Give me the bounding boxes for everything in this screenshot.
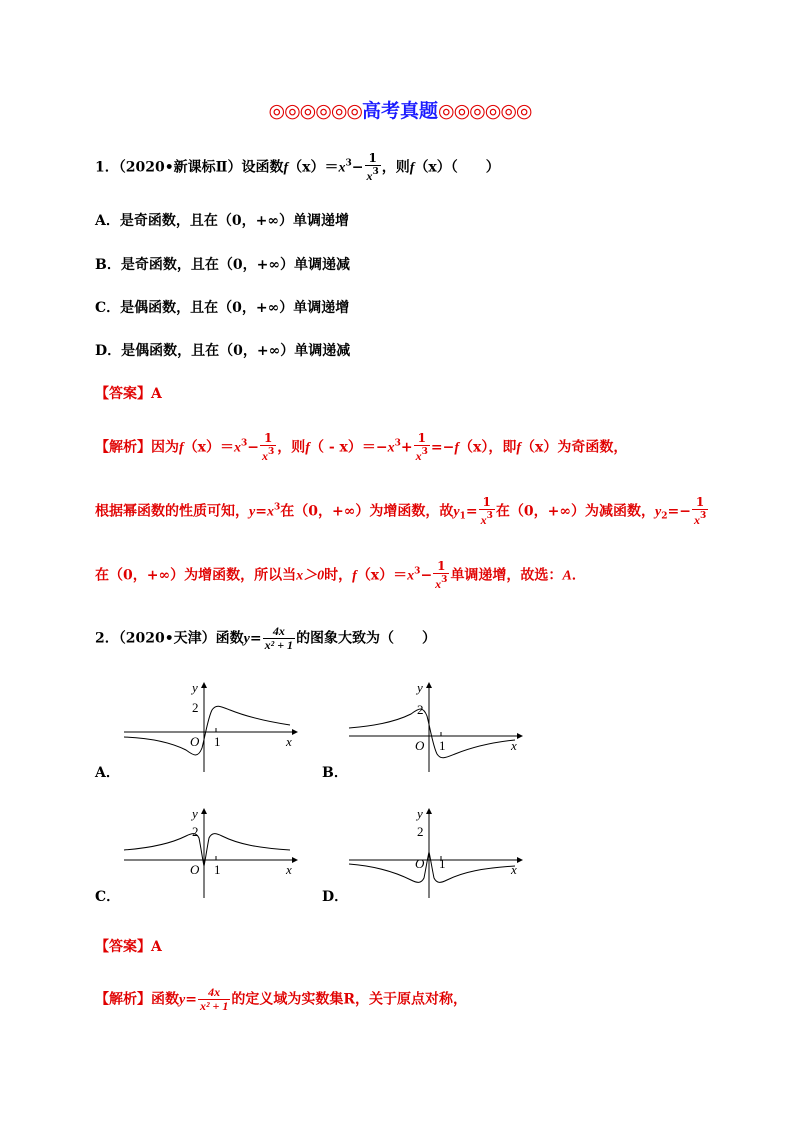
x-label: x bbox=[511, 862, 517, 877]
q1-option-b[interactable] bbox=[95, 254, 350, 274]
y-label: y bbox=[417, 680, 423, 695]
q2-answer bbox=[95, 936, 162, 956]
q2-option-a-label[interactable]: A． bbox=[95, 765, 120, 781]
math-minus: − bbox=[442, 439, 455, 456]
math-frac-4x-over-x2-plus-1 bbox=[263, 625, 295, 652]
frac-den bbox=[692, 510, 708, 527]
frac-den bbox=[260, 446, 276, 463]
tick-y-label: 2 bbox=[192, 700, 199, 715]
title-text: 高考真题 bbox=[361, 100, 438, 122]
q1-stem bbox=[95, 152, 500, 183]
frac-den bbox=[433, 574, 449, 591]
q1-analysis-line-1: 【解析】因为$f(x)=x^3-$ $\frac{1}{x^3}$ ，则$f( - x)=-x^3+$ $\frac{1}{x^3}$ =−f（x），即f（x）为奇函数， bbox=[95, 431, 628, 463]
math-exp: 3 bbox=[414, 566, 421, 577]
math-paren: （x） bbox=[414, 159, 451, 176]
analysis-text: 的定义域为实数集R，关于原点对称， bbox=[231, 991, 468, 1008]
graph-option-c[interactable] bbox=[120, 806, 300, 901]
math-frac-4x-over-x2-plus-1 bbox=[198, 986, 230, 1013]
tick-x-label: 1 bbox=[214, 734, 221, 749]
math-frac-1-over-x3 bbox=[692, 496, 708, 527]
option-text: 是偶函数，且在（0，+∞）单调递增 bbox=[120, 300, 350, 316]
analysis-text: ，则 bbox=[277, 439, 306, 456]
math-exp: 3 bbox=[421, 447, 428, 457]
q1-answer bbox=[95, 383, 162, 403]
frac-den: x² + 1 bbox=[264, 638, 294, 652]
math-x: x bbox=[366, 169, 373, 183]
x-label: x bbox=[511, 738, 517, 753]
math-exp: 3 bbox=[441, 575, 448, 585]
math-x: x bbox=[387, 440, 395, 456]
frac-num: 1 bbox=[692, 496, 708, 510]
origin-label: O bbox=[415, 738, 425, 753]
frac-den bbox=[365, 166, 381, 183]
math-x: x bbox=[262, 449, 269, 463]
analysis-text: 单调递增，故选： bbox=[450, 567, 563, 584]
origin-label: O bbox=[415, 856, 425, 871]
math-paren: （x） bbox=[288, 159, 325, 176]
q2-number: 2． bbox=[95, 630, 119, 647]
option-label: C． bbox=[95, 300, 121, 316]
analysis-text: 在（0，+∞）为增函数，故 bbox=[280, 503, 454, 520]
math-minus: − bbox=[679, 503, 691, 520]
math-frac-1-over-x3 bbox=[260, 432, 276, 463]
math-minus: − bbox=[247, 439, 260, 456]
tick-x-label: 1 bbox=[439, 738, 446, 753]
math-f: f bbox=[516, 440, 522, 456]
math-y: y bbox=[179, 992, 186, 1008]
tick-x-label: 1 bbox=[214, 862, 221, 877]
math-frac-1-over-x3 bbox=[433, 560, 449, 591]
math-eq: ＝ bbox=[220, 439, 235, 456]
analysis-choice: A bbox=[562, 568, 572, 584]
answer-value: A bbox=[151, 939, 162, 955]
analysis-tag: 【解析】 bbox=[95, 439, 151, 456]
y-label: y bbox=[417, 806, 423, 821]
y-axis-arrow bbox=[426, 682, 432, 688]
math-x: x bbox=[435, 577, 442, 591]
tick-y-label: 2 bbox=[417, 824, 424, 839]
math-y: y bbox=[243, 631, 250, 647]
answer-value: A bbox=[151, 386, 162, 402]
analysis-text: ，即 bbox=[488, 439, 517, 456]
title-rings-left: ◎◎◎◎◎◎ bbox=[268, 100, 362, 122]
title-rings-right: ◎◎◎◎◎◎ bbox=[438, 100, 532, 122]
math-x: x bbox=[693, 513, 700, 527]
q2-stem-text: 函数 bbox=[215, 630, 244, 647]
x-axis-arrow bbox=[517, 733, 523, 739]
q1-analysis-line-3 bbox=[95, 560, 586, 591]
q1-stem-text: ，则 bbox=[381, 159, 410, 176]
math-exp: 3 bbox=[345, 158, 352, 169]
graph-option-a[interactable] bbox=[120, 680, 300, 775]
math-paren: （ - x） bbox=[309, 439, 362, 456]
math-x: x bbox=[407, 568, 415, 584]
analysis-text: 时， bbox=[324, 567, 353, 584]
math-eq: ＝ bbox=[324, 159, 339, 176]
math-minus: − bbox=[351, 159, 364, 176]
analysis-text: 在（0，+∞）为增函数，所以当 bbox=[95, 567, 297, 584]
math-condition: x＞0 bbox=[296, 568, 325, 584]
option-label: D． bbox=[95, 343, 122, 359]
frac-num: 1 bbox=[414, 432, 430, 446]
x-axis-arrow bbox=[292, 857, 298, 863]
tick-y-label: 2 bbox=[417, 702, 424, 717]
frac-den: x² + 1 bbox=[199, 999, 229, 1013]
math-x: x bbox=[234, 440, 242, 456]
graph-option-d[interactable] bbox=[345, 806, 525, 901]
analysis-text: 函数 bbox=[151, 991, 179, 1008]
function-curve bbox=[349, 709, 515, 758]
option-label: A． bbox=[95, 213, 120, 229]
x-label: x bbox=[286, 734, 292, 749]
math-exp: 3 bbox=[273, 502, 281, 513]
math-minus: − bbox=[420, 567, 433, 584]
q1-stem-text: 设函数 bbox=[241, 159, 284, 176]
q2-option-c-label[interactable]: C． bbox=[95, 889, 121, 905]
analysis-text: 为奇函数， bbox=[557, 439, 628, 456]
math-f: f bbox=[283, 160, 289, 176]
q2-option-b-label[interactable]: B． bbox=[322, 765, 348, 781]
x-axis-arrow bbox=[517, 857, 523, 863]
q1-stem-text: （ ） bbox=[450, 159, 500, 176]
math-y: y bbox=[249, 504, 256, 520]
frac-num: 1 bbox=[479, 496, 495, 510]
math-exp: 3 bbox=[699, 511, 707, 521]
q2-option-d-label[interactable]: D． bbox=[322, 889, 349, 905]
x-axis-arrow bbox=[292, 729, 298, 735]
math-paren: （x） bbox=[459, 439, 489, 456]
math-x: x bbox=[480, 513, 487, 527]
math-x: x bbox=[338, 160, 346, 176]
math-exp: 3 bbox=[268, 447, 275, 457]
origin-label: O bbox=[190, 734, 200, 749]
y-axis-arrow bbox=[426, 808, 432, 814]
frac-num: 1 bbox=[433, 560, 449, 574]
math-paren: （x） bbox=[521, 439, 558, 456]
option-text: 是奇函数，且在（0，+∞）单调递增 bbox=[119, 213, 350, 229]
function-curve bbox=[349, 852, 515, 882]
q1-number: 1． bbox=[95, 159, 119, 176]
math-y: y bbox=[453, 504, 460, 520]
math-frac-1-over-x3 bbox=[365, 152, 381, 183]
function-curve bbox=[124, 834, 290, 866]
option-text: 是偶函数，且在（0，+∞）单调递减 bbox=[121, 343, 351, 359]
math-f: f bbox=[179, 440, 184, 456]
option-label: B． bbox=[95, 257, 121, 273]
math-eq: ＝ bbox=[361, 439, 376, 456]
y-axis-arrow bbox=[201, 808, 207, 814]
graph-option-b[interactable] bbox=[345, 680, 525, 775]
q2-analysis: 【解析】函数y= $\frac{4x}{\text{x² + 1}}$ 的定义域为实数集R，关于原点对称， bbox=[95, 985, 468, 1013]
q1-option-a[interactable] bbox=[95, 210, 349, 230]
tick-x-label: 1 bbox=[439, 856, 446, 871]
q1-source: （2020•新课标Ⅱ） bbox=[118, 159, 242, 176]
math-eq: ＝ bbox=[393, 567, 408, 584]
answer-tag: 【答案】 bbox=[95, 939, 151, 955]
analysis-text: 因为 bbox=[151, 439, 179, 456]
math-paren: （x） bbox=[356, 567, 394, 584]
frac-num: 1 bbox=[365, 152, 381, 166]
answer-tag: 【答案】 bbox=[95, 386, 151, 402]
origin-label: O bbox=[190, 862, 200, 877]
y-label: y bbox=[192, 680, 198, 695]
math-exp: 3 bbox=[241, 438, 248, 449]
q1-analysis-line-2: 根据幂函数的性质可知，$y=x^3$在（0，+∞）为增函数，故$y_1=$ $\frac{1}{x^3}$ 在（0，+∞）为减函数，$y_2=-$ $\frac{1}{x^3}$ bbox=[95, 495, 707, 527]
math-exp: 3 bbox=[394, 438, 401, 449]
math-frac-1-over-x3 bbox=[414, 432, 430, 463]
analysis-text: 在（0，+∞）为减函数， bbox=[495, 503, 655, 520]
frac-num: 4x bbox=[198, 986, 230, 1000]
q2-stem: 2．（2020•天津）函数y= $\frac{4x}{\text{x² + 1}}$ 的图象大致为（ ） bbox=[95, 624, 437, 652]
q1-option-d[interactable] bbox=[95, 340, 350, 360]
analysis-text: ． bbox=[571, 567, 586, 584]
math-exp: 3 bbox=[372, 167, 379, 177]
math-x: x bbox=[266, 504, 274, 520]
math-f: f bbox=[409, 160, 415, 176]
math-f: f bbox=[352, 568, 357, 584]
math-exp: 3 bbox=[486, 511, 493, 521]
x-label: x bbox=[286, 862, 292, 877]
math-paren: （x） bbox=[183, 439, 221, 456]
frac-den bbox=[479, 510, 495, 527]
math-y: y bbox=[654, 504, 662, 520]
math-f: f bbox=[305, 440, 310, 456]
option-text: 是奇函数，且在（0，+∞）单调递减 bbox=[120, 257, 350, 273]
q2-stem-text: 的图象大致为（ ） bbox=[296, 630, 437, 647]
function-curve bbox=[124, 706, 290, 755]
math-f: f bbox=[454, 440, 460, 456]
y-axis-arrow bbox=[201, 682, 207, 688]
page-title bbox=[0, 96, 800, 123]
math-minus: − bbox=[375, 439, 388, 456]
q2-source: （2020•天津） bbox=[118, 630, 216, 647]
frac-num: 4x bbox=[263, 625, 295, 639]
tick-y-label: 2 bbox=[192, 824, 199, 839]
frac-den bbox=[414, 446, 430, 463]
y-label: y bbox=[192, 806, 198, 821]
analysis-tag: 【解析】 bbox=[95, 991, 151, 1008]
math-x: x bbox=[415, 449, 422, 463]
math-frac-1-over-x3 bbox=[479, 496, 495, 527]
frac-num: 1 bbox=[260, 432, 276, 446]
q1-option-c[interactable] bbox=[95, 297, 349, 317]
analysis-text: 根据幂函数的性质可知， bbox=[95, 503, 249, 520]
